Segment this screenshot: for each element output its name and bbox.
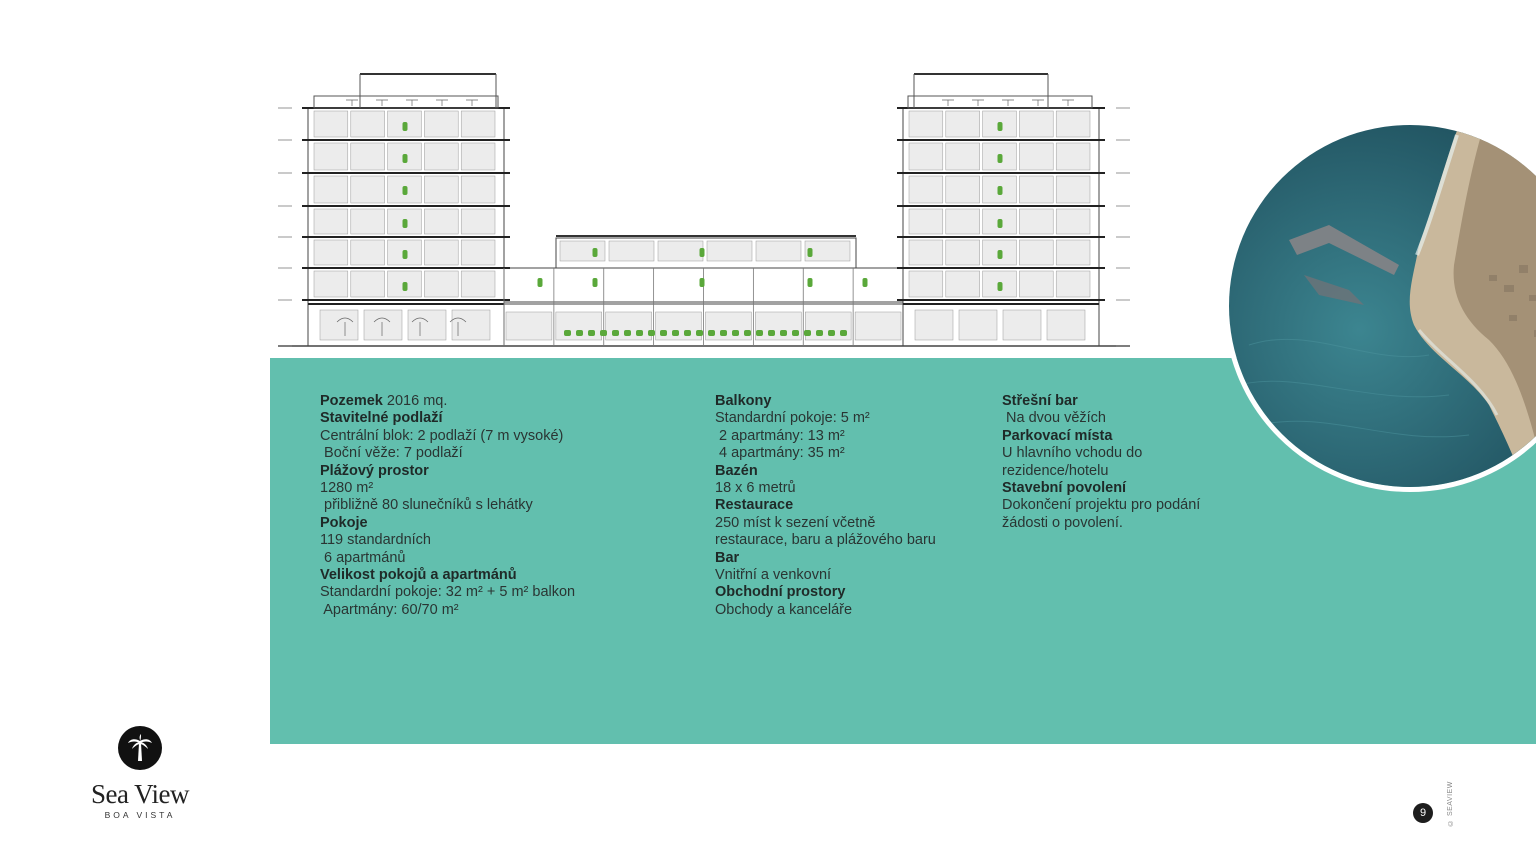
spec-line [320,497,680,514]
table-mark [1002,100,1014,106]
spec-line [1002,393,1232,410]
spec-value: restaurace, baru a plážového baru [715,532,936,549]
spec-heading: Restaurace [715,497,794,514]
plant-mark [403,154,408,163]
plant-mark [538,278,543,287]
spec-value: U hlavního vchodu do [1002,445,1143,462]
ground-window [1047,310,1085,340]
spec-line [320,463,680,480]
plant-mark [648,330,655,336]
window-pane [424,176,458,203]
ground-window [959,310,997,340]
window-pane [424,240,458,265]
plant-mark [700,278,705,287]
ground-window [320,310,358,340]
plant-mark [672,330,679,336]
brand-name: Sea View [90,779,190,809]
window-pane [946,143,980,170]
plant-mark [708,330,715,336]
table-mark [942,100,954,106]
window-pane [351,143,385,170]
plant-mark [403,250,408,259]
plant-mark [403,219,408,228]
spec-heading: Bar [715,549,740,566]
plant-mark [403,282,408,291]
window-pane [1019,209,1053,234]
spec-heading: Pozemek [320,393,383,409]
spec-value: Obchody a kanceláře [715,601,853,618]
window-pane [351,240,385,265]
plant-mark [696,330,703,336]
spec-heading: Plážový prostor [320,462,429,479]
plant-mark [732,330,739,336]
spec-column-3 [1002,393,1232,532]
spec-line [715,515,985,532]
window-pane [1019,176,1053,203]
window-pane [461,111,495,137]
table-mark [1062,100,1074,106]
spec-line [715,463,985,480]
spec-heading: Obchodní prostory [715,584,846,601]
ground-window [1003,310,1041,340]
spec-line [715,550,985,567]
plant-mark [998,154,1003,163]
spec-line [715,532,985,549]
window-pane [351,271,385,297]
spec-line [715,497,985,514]
spec-value: Standardní pokoje: 32 m² + 5 m² balkon [320,584,576,601]
spec-value: Na dvou věžích [1002,410,1106,427]
window-pane [461,143,495,170]
central-window [506,312,552,340]
window-pane [314,111,348,137]
spec-line [1002,445,1232,462]
window-pane [461,209,495,234]
spec-value: Standardní pokoje: 5 m² [715,410,870,427]
window-pane [946,209,980,234]
spec-value: 2 apartmány: 13 m² [715,427,845,444]
plant-mark [756,330,763,336]
plant-mark [600,330,607,336]
spec-value: Dokončení projektu pro podání [1002,497,1201,514]
spec-line [320,480,680,497]
plant-mark [588,330,595,336]
spec-value: 2016 mq. [382,393,448,409]
plant-mark [660,330,667,336]
window-pane [1056,209,1090,234]
spec-line [715,445,985,462]
plant-mark [780,330,787,336]
spec-heading: Bazén [715,462,758,479]
rooftop-window [756,241,801,261]
rooftop-window [658,241,703,261]
table-mark [406,100,418,106]
plant-mark [720,330,727,336]
window-pane [314,209,348,234]
window-pane [424,271,458,297]
window-pane [1056,271,1090,297]
window-pane [424,111,458,137]
window-pane [946,240,980,265]
brand-logo [70,726,210,820]
plant-mark [593,278,598,287]
spec-line [715,393,985,410]
plant-mark [998,186,1003,195]
plant-mark [612,330,619,336]
spec-value: Centrální blok: 2 podlaží (7 m vysoké) [320,427,564,444]
window-pane [314,176,348,203]
plant-mark [700,248,705,257]
window-pane [909,176,943,203]
spec-value: 1280 m² [320,480,374,497]
plant-mark [998,219,1003,228]
plant-mark [998,250,1003,259]
window-pane [946,176,980,203]
spec-value: 18 x 6 metrů [715,480,796,497]
plant-mark [403,122,408,131]
spec-line [1002,463,1232,480]
spec-value: 4 apartmány: 35 m² [715,445,845,462]
ground-window [915,310,953,340]
window-pane [461,240,495,265]
table-mark [1032,100,1044,106]
spec-line [1002,515,1232,532]
spec-line [1002,428,1232,445]
spec-column-2 [715,393,985,619]
brand-location: BOA VISTA [104,810,176,820]
window-pane [314,240,348,265]
spec-line [320,584,680,601]
spec-heading: Stavební povolení [1002,480,1127,497]
window-pane [461,271,495,297]
window-pane [351,209,385,234]
plant-mark [816,330,823,336]
window-pane [424,143,458,170]
spec-heading: Stavitelné podlaží [320,410,443,427]
page-number: 9 [1413,803,1433,823]
window-pane [424,209,458,234]
spec-heading: Parkovací místa [1002,427,1113,444]
plant-mark [840,330,847,336]
rooftop-window [609,241,654,261]
spec-line [715,602,985,619]
spec-heading: Střešní bar [1002,393,1078,409]
window-pane [1056,176,1090,203]
building-elevation-drawing [270,60,1150,355]
spec-value: 119 standardních [320,532,431,549]
table-mark [376,100,388,106]
spec-line [320,515,680,532]
plant-mark [403,186,408,195]
spec-line [715,584,985,601]
plant-mark [863,278,868,287]
plant-mark [768,330,775,336]
plant-mark [624,330,631,336]
window-pane [1056,143,1090,170]
copyright-text: © SEAVIEW [1447,781,1454,826]
spec-line [715,480,985,497]
spec-line [715,410,985,427]
spec-heading: Velikost pokojů a apartmánů [320,567,517,584]
spec-heading: Pokoje [320,514,368,531]
window-pane [314,271,348,297]
spec-value: Boční věže: 7 podlaží [320,445,463,462]
window-pane [909,143,943,170]
window-pane [909,271,943,297]
window-pane [314,143,348,170]
spec-line [320,410,680,427]
spec-line [1002,480,1232,497]
window-pane [946,111,980,137]
rooftop-window [560,241,605,261]
spec-line [1002,497,1232,514]
spec-line [320,602,680,619]
plant-mark [564,330,571,336]
window-pane [1019,143,1053,170]
window-pane [909,209,943,234]
spec-value: Apartmány: 60/70 m² [320,601,459,618]
plant-mark [808,278,813,287]
plant-mark [998,282,1003,291]
spec-line [320,550,680,567]
palm-tree-icon [118,726,162,770]
spec-value: žádosti o povolení. [1002,514,1123,531]
window-pane [461,176,495,203]
spec-line [1002,410,1232,427]
window-pane [1056,240,1090,265]
plant-mark [804,330,811,336]
spec-line [320,393,680,410]
spec-heading: Balkony [715,393,772,409]
window-pane [351,111,385,137]
plant-mark [808,248,813,257]
window-pane [1019,240,1053,265]
ground-window [408,310,446,340]
table-mark [972,100,984,106]
spec-line [320,567,680,584]
plant-mark [998,122,1003,131]
ground-window [364,310,402,340]
spec-value: přibližně 80 slunečníků s lehátky [320,497,533,514]
plant-mark [636,330,643,336]
plant-mark [576,330,583,336]
central-window [855,312,901,340]
spec-value: 250 míst k sezení včetně [715,514,876,531]
window-pane [1056,111,1090,137]
window-pane [909,240,943,265]
table-mark [346,100,358,106]
plant-mark [828,330,835,336]
window-pane [1019,111,1053,137]
window-pane [909,111,943,137]
spec-value: Vnitřní a venkovní [715,567,832,584]
window-pane [351,176,385,203]
table-mark [466,100,478,106]
window-pane [1019,271,1053,297]
spec-line [320,445,680,462]
plant-mark [744,330,751,336]
window-pane [946,271,980,297]
spec-line [715,428,985,445]
plant-mark [593,248,598,257]
spec-line [320,532,680,549]
rooftop-window [707,241,752,261]
spec-value: rezidence/hotelu [1002,462,1109,479]
table-mark [436,100,448,106]
plant-mark [684,330,691,336]
spec-line [715,567,985,584]
plant-mark [792,330,799,336]
spec-line [320,428,680,445]
spec-value: 6 apartmánů [320,549,406,566]
spec-column-1 [320,393,680,619]
